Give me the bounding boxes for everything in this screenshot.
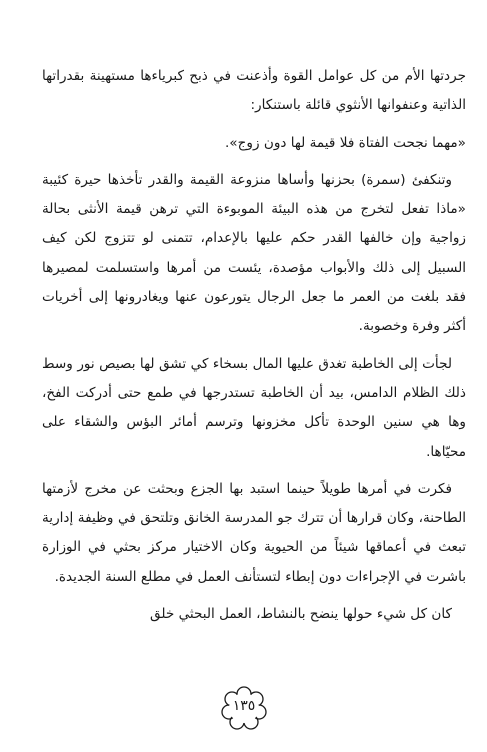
paragraph: لجأت إلى الخاطبة تغدق عليها المال بسخاء كي تشق لها بصيص نور وسط ذلك الظلام الدامس، بيد أن الخاطبة تستدرجها في طمع حتى أدركت الفخ، وها هي سنين الوحدة تأكل مخزونها وترسم أمائر البؤس والشقاء على محيّاها.: [42, 355, 466, 460]
quote-paragraph: «مهما نجحت الفتاة فلا قيمة لها دون زوج».: [224, 134, 466, 151]
paragraph: جردتها الأم من كل عوامل القوة وأذعنت في ذبح كبرياءها مستهينة بقدراتها الذاتية وعنفوانها الأنثوي قائلة باستنكار:: [42, 68, 466, 114]
paragraph: وتنكفئ (سمرة) بحزنها وأساها منزوعة القيمة والقدر تأخذها حيرة كئيبة «ماذا تفعل لتخرج من هذه البيئة الموبوءة التي ترهن قيمة الأنثى بحالة زواجية وإن خالفها القدر حكم عليها بالإعدام، تتمنى لو تتزوج لكن كيف السبيل إلى ذلك والأبواب مؤصدة، يئست من أمرها واستسلمت لمصيرها فقد بلغت من العمر ما جعل الرجال يتورعون عنها ويغادرونها إلى أخريات أكثر وفرة وخصوبة.: [42, 171, 466, 335]
page-number-badge: [220, 684, 268, 732]
paragraph: فكرت في أمرها طويلاً حينما استبد بها الجزع وبحثت عن مخرج لأزمتها الطاحنة، وكان قرارها أن تترك جو المدرسة الخانق وتلتحق في وظيفة إدارية تبعث في أعماقها شيئاً من الحيوية وكان الاختيار مركز بحثي في الوزارة باشرت في الإجراءات دون إبطاء لتستأنف العمل في مطلع السنة الجديدة.: [42, 480, 466, 585]
page-number: ١٣٥: [232, 698, 256, 714]
body-text: [42, 62, 466, 629]
paragraph: كان كل شيء حولها ينضح بالنشاط، العمل البحثي خلق: [150, 606, 452, 623]
